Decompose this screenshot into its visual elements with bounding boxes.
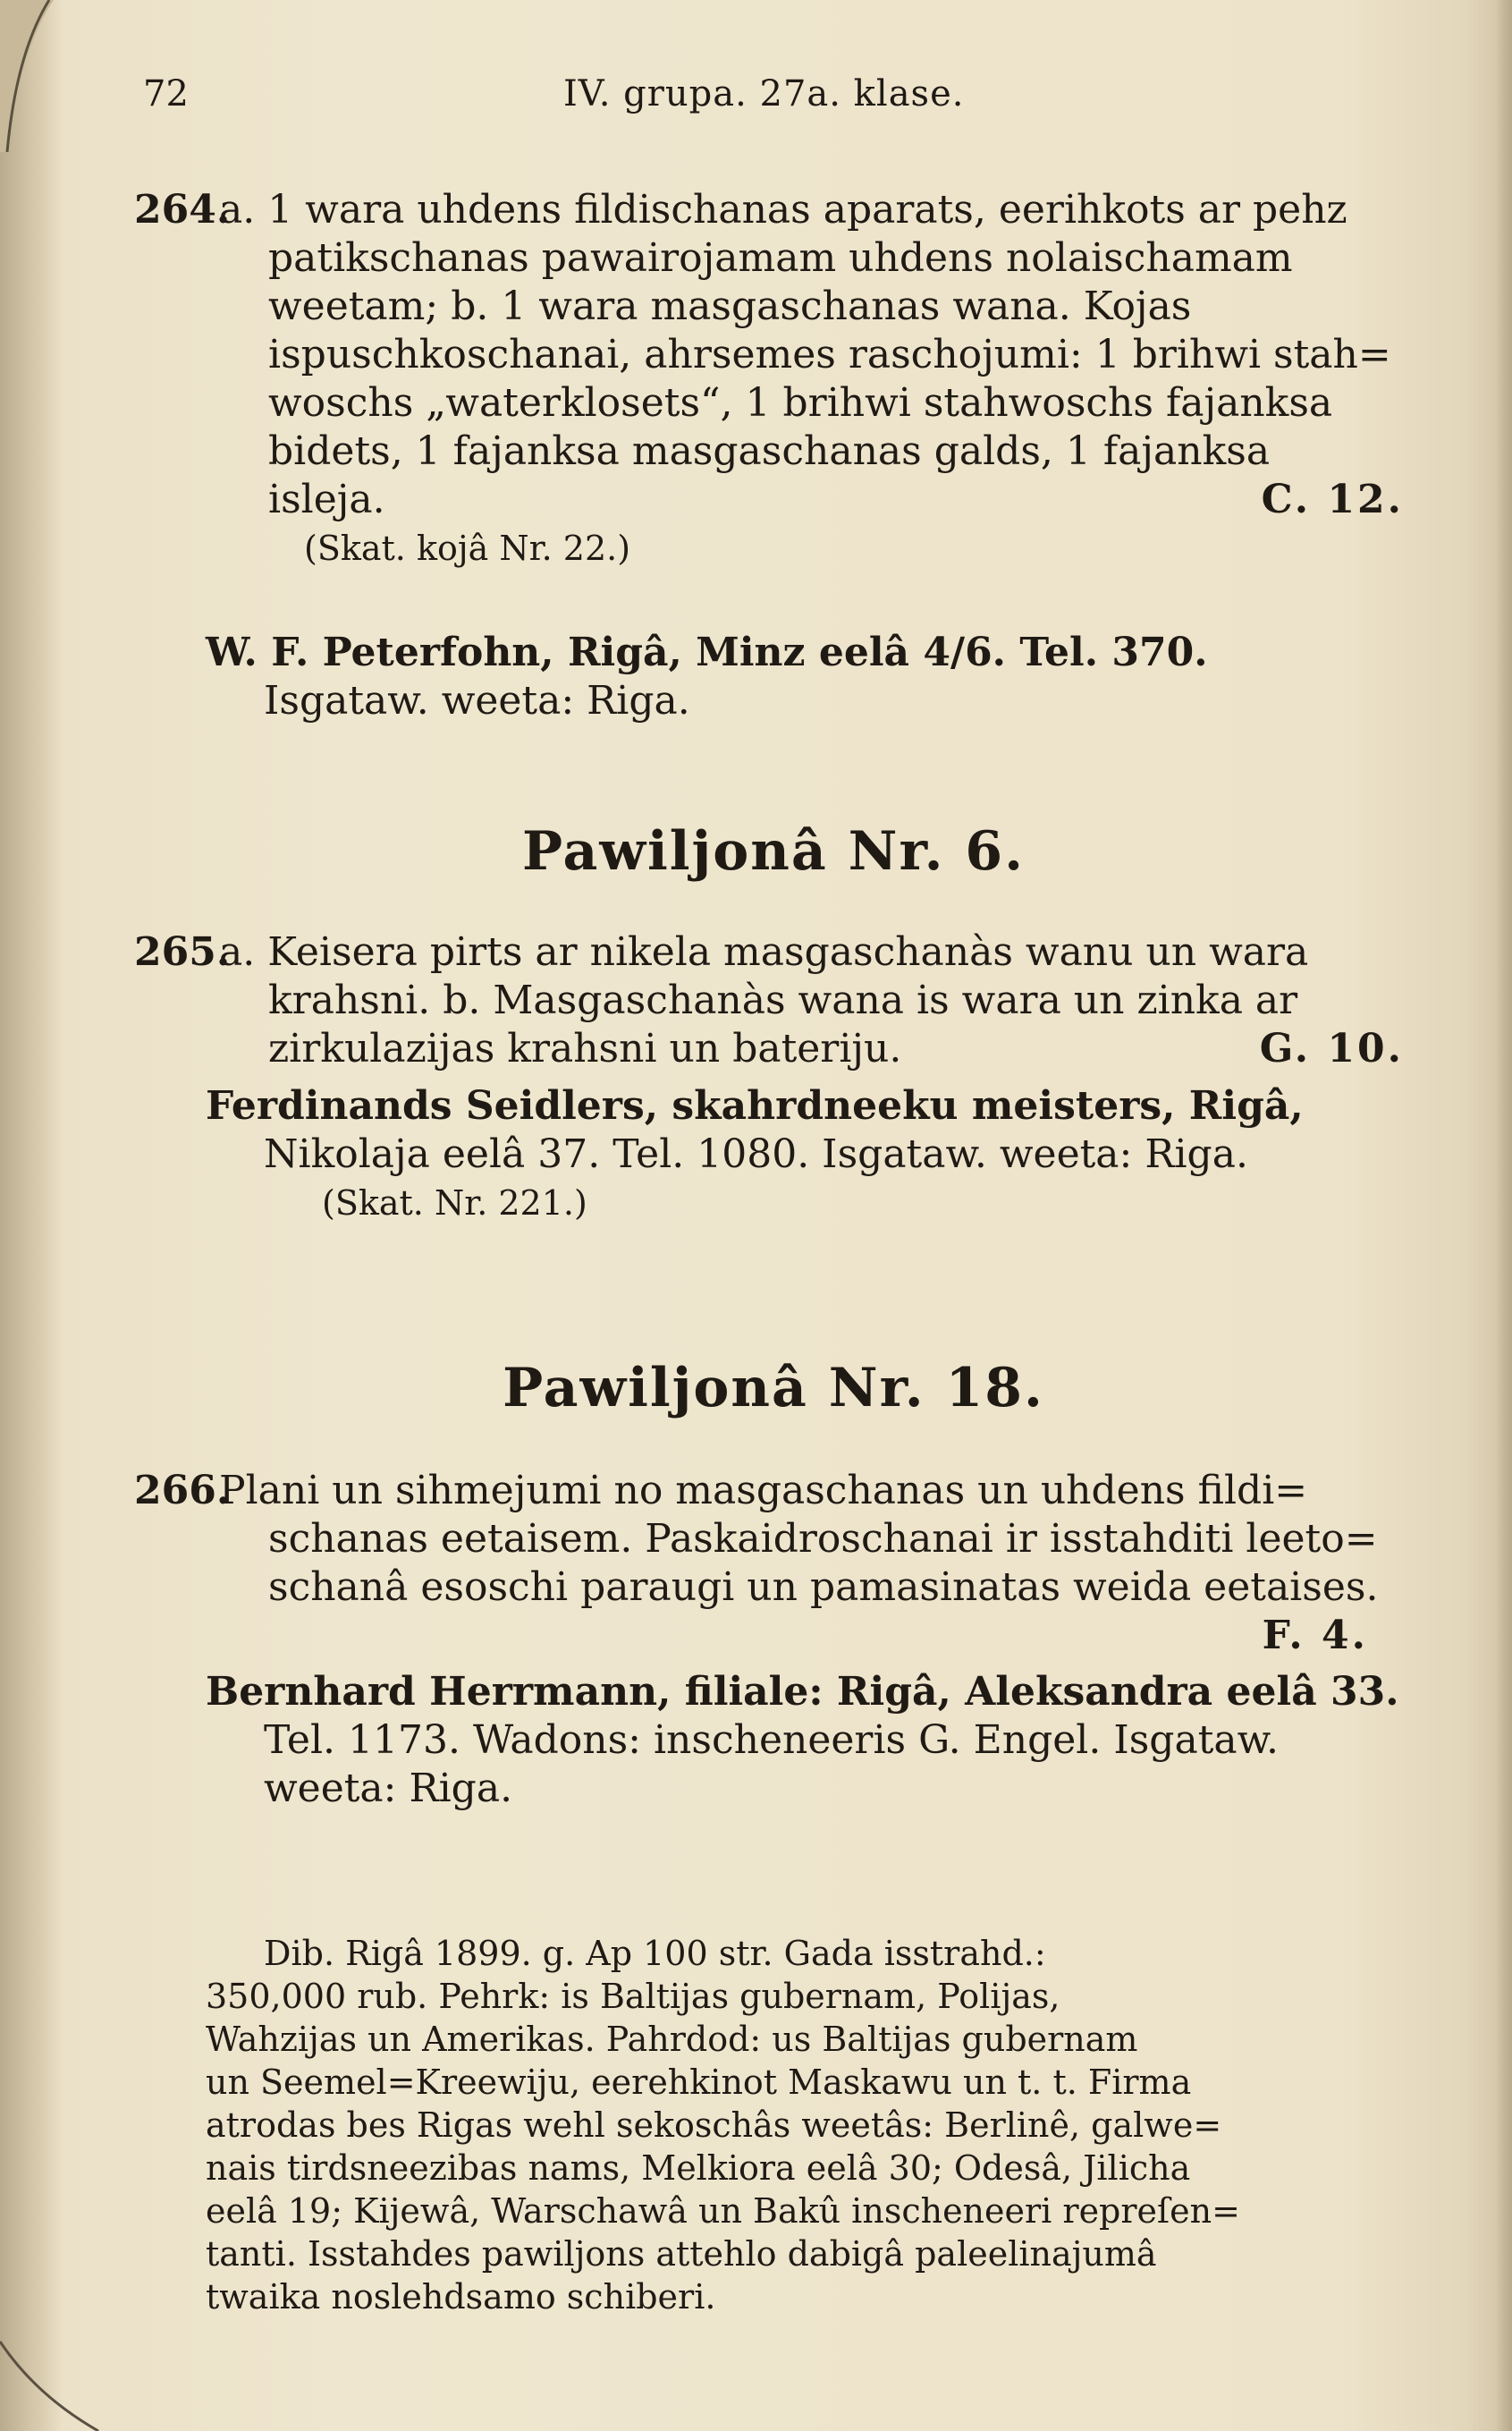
classification-code: C. 12. xyxy=(1261,477,1404,522)
entry-line: a. Keisera pirts ar nikela masgaschanàs wanu un wara xyxy=(219,929,1309,975)
entry-line: woschs „waterklosets“, 1 brihwi stahwoschs fajanksa xyxy=(268,380,1333,426)
exhibitor-line: Isgataw. weeta: Riga. xyxy=(264,678,690,724)
detail-line: eelâ 19; Kijewâ, Warschawâ un Bakû inscheneeri repreſen= xyxy=(206,2191,1240,2231)
exhibitor-line: Nikolaja eelâ 37. Tel. 1080. Isgataw. weeta: Riga. xyxy=(264,1131,1248,1177)
detail-line: Dib. Rigâ 1899. g. Ap 100 str. Gada isstrahd.: xyxy=(264,1934,1046,1973)
classification-code: G. 10. xyxy=(1259,1026,1404,1072)
exhibitor-line: W. F. Peterfohn, Rigâ, Minz eelâ 4/6. Tel. 370. xyxy=(206,630,1208,675)
entry-line: ispuschkoschanai, ahrsemes raschojumi: 1 brihwi stah= xyxy=(268,332,1391,377)
entry-line: Plani un sihmejumi no masgaschanas un uhdens fildi= xyxy=(219,1468,1308,1513)
running-header xyxy=(134,73,1413,127)
page-gutter xyxy=(0,0,63,2431)
entry-number: 266. xyxy=(134,1468,231,1513)
entry-line: schanâ esoschi paraugi un pamasinatas weida eetaises. xyxy=(268,1564,1379,1610)
exhibitor-line: Tel. 1173. Wadons: inscheneeris G. Engel. Isgataw. xyxy=(264,1717,1280,1763)
exhibitor-line: weeta: Riga. xyxy=(264,1766,513,1811)
detail-line: twaika noslehdsamo schiberi. xyxy=(206,2277,716,2317)
entry-line: bidets, 1 fajanksa masgaschanas galds, 1 fajanksa xyxy=(268,428,1271,474)
entry-line: weetam; b. 1 wara masgaschanas wana. Kojas xyxy=(268,284,1192,329)
detail-line: nais tirdsneezibas nams, Melkiora eelâ 30; Odesâ, Jilicha xyxy=(206,2148,1191,2188)
detail-line: 350,000 rub. Pehrk: is Baltijas gubernam, Polijas, xyxy=(206,1977,1060,2016)
exhibitor-line: Bernhard Herrmann, filiale: Rigâ, Aleksandra eelâ 33. xyxy=(206,1669,1399,1715)
exhibitor-line: Ferdinands Seidlers, skahrdneeku meisters, Rigâ, xyxy=(206,1083,1304,1129)
entry-number: 264. xyxy=(134,187,231,233)
detail-line: atrodas bes Rigas wehl sekoschâs weetâs: Berlinê, galwe= xyxy=(206,2105,1222,2145)
page-number: 72 xyxy=(143,73,189,114)
detail-line: tanti. Isstahdes pawiljons attehlo dabigâ paleelinajumâ xyxy=(206,2234,1157,2274)
entry-line: schanas eetaisem. Paskaidroschanai ir isstahditi leeto= xyxy=(268,1516,1378,1562)
page-curl-bottom xyxy=(0,2324,107,2431)
running-title: IV. grupa. 27a. klase. xyxy=(563,73,965,114)
entry-line: krahsni. b. Masgaschanàs wana is wara un zinka ar xyxy=(268,978,1298,1023)
entry-number: 265. xyxy=(134,929,231,975)
page-edge xyxy=(1496,0,1512,2431)
entry-line xyxy=(268,476,1404,524)
entry-line-text: zirkulazijas krahsni un bateriju. xyxy=(268,1026,902,1072)
detail-line: Wahzijas un Amerikas. Pahrdod: us Baltijas gubernam xyxy=(206,2020,1138,2059)
entry-line xyxy=(219,1612,1404,1658)
classification-code: F. 4. xyxy=(1262,1613,1368,1658)
section-heading-pavilion-6: Pawiljonâ Nr. 6. xyxy=(521,820,1026,883)
page-curl-top xyxy=(0,0,134,152)
detail-line: un Seemel=Kreewiju, eerehkinot Maskawu un t. t. Firma xyxy=(206,2063,1192,2102)
section-heading-pavilion-18: Pawiljonâ Nr. 18. xyxy=(503,1357,1044,1419)
entry-line: a. 1 wara uhdens fildischanas aparats, eerihkots ar pehz xyxy=(219,187,1347,233)
company-details xyxy=(206,1932,1404,2318)
entry-line: patikschanas pawairojamam uhdens nolaischamam xyxy=(268,235,1293,281)
catalog-reference: (Skat. kojâ Nr. 22.) xyxy=(304,529,631,568)
entry-line-text: isleja. xyxy=(268,477,385,522)
entry-line xyxy=(268,1025,1404,1073)
catalog-reference: (Skat. Nr. 221.) xyxy=(322,1183,587,1223)
